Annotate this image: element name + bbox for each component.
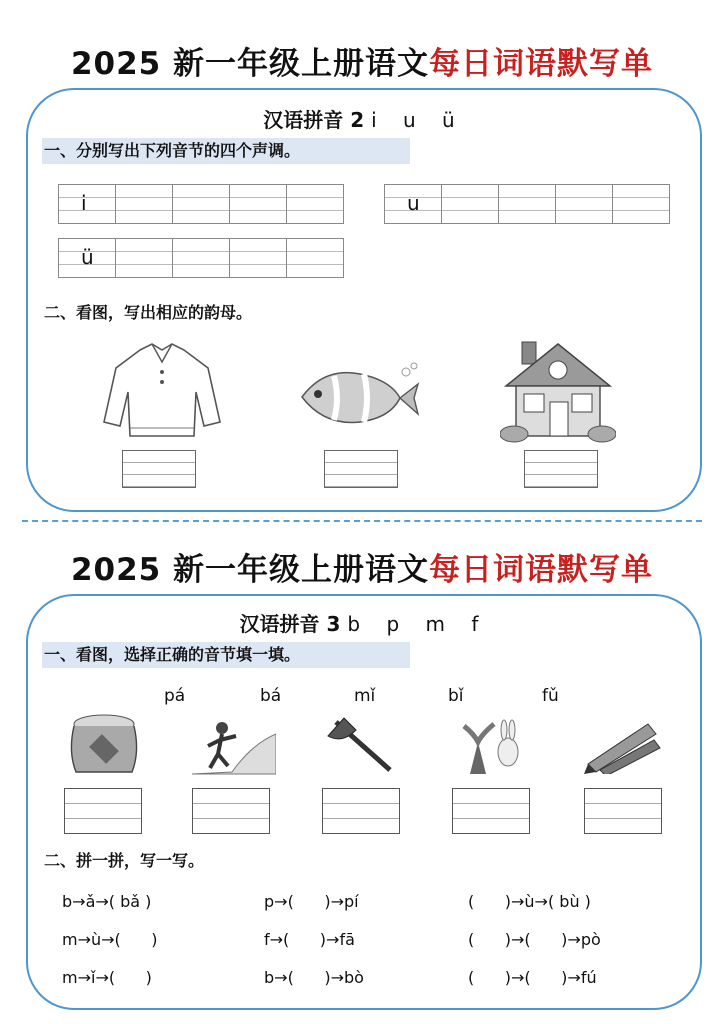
answer-box-climber[interactable] [192, 788, 270, 834]
writing-grid-u[interactable] [384, 184, 670, 224]
sheet2-title-red: 每日词语默写单 [429, 552, 654, 588]
exercise-3-2: b→( )→bò [264, 968, 364, 987]
sheet1-section1: 一、分别写出下列音节的四个声调。 [42, 138, 410, 164]
climber-icon [192, 714, 276, 776]
sheet1-subtitle [28, 104, 700, 133]
exercise-1-2: p→( )→pí [264, 892, 359, 911]
grid-cell[interactable] [229, 239, 286, 277]
pen-rabbit-icon [450, 712, 530, 776]
exercise-2-1: m→ù→( ) [62, 930, 158, 949]
answer-box-pen[interactable] [452, 788, 530, 834]
sheet2-subtitle-letters: b p m f [347, 612, 489, 636]
sheet2-section1: 一、看图，选择正确的音节填一填。 [42, 642, 410, 668]
syllable-bi: bǐ [448, 686, 464, 706]
grid-cell[interactable] [115, 239, 172, 277]
grid-label-v: ü [81, 245, 94, 269]
exercise-1-1: b→ǎ→( bǎ ) [62, 892, 152, 911]
grid-cell[interactable] [172, 239, 229, 277]
rice-bag-icon [66, 712, 142, 776]
sheet2-title [0, 544, 724, 589]
answer-box-fish[interactable] [324, 450, 398, 488]
grid-cell[interactable] [229, 185, 286, 223]
grid-label-i: i [81, 191, 87, 215]
grid-cell[interactable] [612, 185, 669, 223]
grid-cell[interactable] [115, 185, 172, 223]
axe-icon [322, 714, 398, 776]
exercise-2-2: f→( )→fā [264, 930, 355, 949]
sheet1-title-red: 每日词语默写单 [429, 46, 654, 82]
grid-cell[interactable] [286, 239, 343, 277]
fish-icon [294, 362, 424, 432]
answer-box-axe[interactable] [322, 788, 400, 834]
answer-box-shirt[interactable] [122, 450, 196, 488]
grid-cell[interactable] [385, 185, 441, 223]
grid-cell[interactable] [59, 185, 115, 223]
sheet2-title-black: 2025 新一年级上册语文 [70, 552, 430, 588]
sheet2-subtitle-text: 汉语拼音 3 [239, 612, 341, 636]
writing-grid-v[interactable] [58, 238, 344, 278]
grid-cell[interactable] [498, 185, 555, 223]
page-divider [22, 520, 702, 522]
exercise-3-1: m→ǐ→( ) [62, 968, 152, 987]
syllable-ba: bá [260, 686, 282, 706]
house-icon [500, 336, 616, 444]
syllable-fu: fǔ [542, 686, 559, 706]
exercise-2-3: ( )→( )→pò [468, 930, 601, 949]
answer-box-house[interactable] [524, 450, 598, 488]
answer-box-rice[interactable] [64, 788, 142, 834]
sheet1-frame [26, 88, 702, 512]
sheet1-title-black: 2025 新一年级上册语文 [70, 46, 430, 82]
sheet2-section2: 二、拼一拼，写一写。 [44, 851, 205, 870]
grid-cell[interactable] [286, 185, 343, 223]
grid-cell[interactable] [59, 239, 115, 277]
grid-label-u: u [407, 191, 420, 215]
sheet1-title [0, 38, 724, 83]
exercise-1-3: ( )→ù→( bù ) [468, 892, 591, 911]
sheet1-subtitle-letters: i u ü [371, 108, 465, 132]
grid-cell[interactable] [441, 185, 498, 223]
answer-box-pencils[interactable] [584, 788, 662, 834]
pencils-icon [582, 714, 662, 774]
grid-cell[interactable] [172, 185, 229, 223]
writing-grid-i[interactable] [58, 184, 344, 224]
sheet2-frame [26, 594, 702, 1010]
sheet2-subtitle [28, 608, 700, 637]
sheet1-subtitle-text: 汉语拼音 2 [263, 108, 365, 132]
exercise-3-3: ( )→( )→fú [468, 968, 597, 987]
syllable-pa: pá [164, 686, 186, 706]
sheet1-section2: 二、看图，写出相应的韵母。 [44, 303, 253, 322]
shirt-icon [100, 342, 224, 442]
syllable-mi: mǐ [354, 686, 376, 706]
grid-cell[interactable] [555, 185, 612, 223]
